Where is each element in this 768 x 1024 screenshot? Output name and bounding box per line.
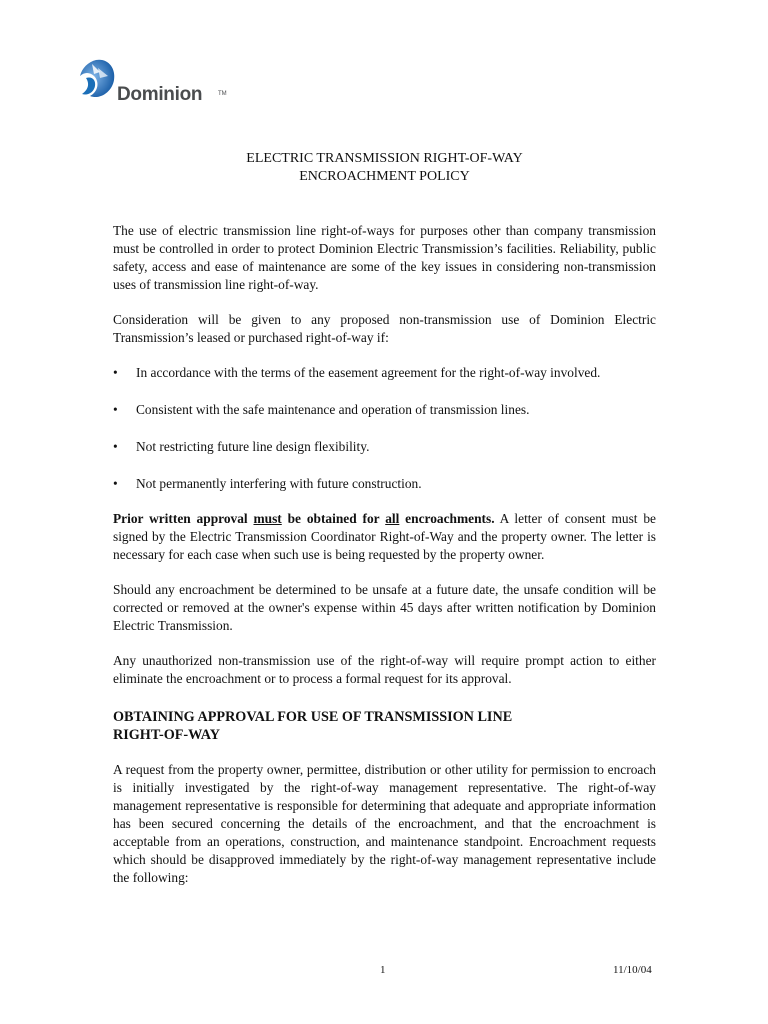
- dominion-emblem-icon: [78, 58, 118, 104]
- unsafe-paragraph: Should any encroachment be determined to be unsafe at a future date, the unsafe condition will be corrected or removed at the owner's expense within 45 days after written notification by Dominion Electric Transmission.: [113, 582, 656, 633]
- list-item: • In accordance with the terms of the easement agreement for the right-of-way involved.: [113, 365, 601, 380]
- title-line-2: ENCROACHMENT POLICY: [299, 169, 470, 184]
- conditions-list: [113, 364, 656, 493]
- bullet-icon: •: [113, 439, 118, 454]
- list-item: • Not restricting future line design flexibility.: [113, 439, 370, 454]
- list-item: • Consistent with the safe maintenance and operation of transmission lines.: [113, 402, 530, 417]
- document-title: [113, 150, 656, 186]
- document-body: [113, 222, 656, 887]
- trademark-mark: TM: [218, 91, 227, 97]
- footer-date: 11/10/04: [613, 964, 652, 976]
- dominion-logo: [78, 58, 238, 108]
- list-item: • Not permanently interfering with future construction.: [113, 476, 422, 491]
- section-heading: OBTAINING APPROVAL FOR USE OF TRANSMISSION LINE RIGHT-OF-WAY: [113, 709, 513, 743]
- approval-paragraph: Prior written approval must be obtained for all encroachments. A letter of consent must be signed by the Electric Transmission Coordinator Right-of-Way and the property owner. The letter is necessary for each case when such use is being requested by the property owner.: [113, 511, 656, 562]
- request-paragraph: A request from the property owner, permittee, distribution or other utility for permission to encroach is initially investigated by the right-of-way management representative. The right-of-way management representative is responsible for determining that adequate and appropriate information has been secured concerning the details of the encroachment, and that the encroachment is acceptable from an operations, construction, and maintenance standpoint. Encroachment requests which should be disapproved immediately by the right-of-way management representative include the following:: [113, 762, 656, 885]
- unauthorized-paragraph: Any unauthorized non-transmission use of the right-of-way will require prompt action to either eliminate the encroachment or to process a formal request for its approval.: [113, 653, 656, 686]
- consideration-paragraph: Consideration will be given to any proposed non-transmission use of Dominion Electric Transmission’s leased or purchased right-of-way if:: [113, 312, 656, 345]
- bullet-icon: •: [113, 402, 118, 417]
- intro-paragraph: The use of electric transmission line right-of-ways for purposes other than company transmission must be controlled in order to protect Dominion Electric Transmission’s facilities. Reliability, public safety, access and ease of maintenance are some of the key issues in considering non-transmission uses of transmission line right-of-way.: [113, 223, 656, 292]
- page-number: 1: [380, 964, 386, 976]
- logo-wordmark: Dominion: [117, 84, 203, 105]
- bullet-icon: •: [113, 365, 118, 380]
- title-line-1: ELECTRIC TRANSMISSION RIGHT-OF-WAY: [246, 151, 523, 166]
- bullet-icon: •: [113, 476, 118, 491]
